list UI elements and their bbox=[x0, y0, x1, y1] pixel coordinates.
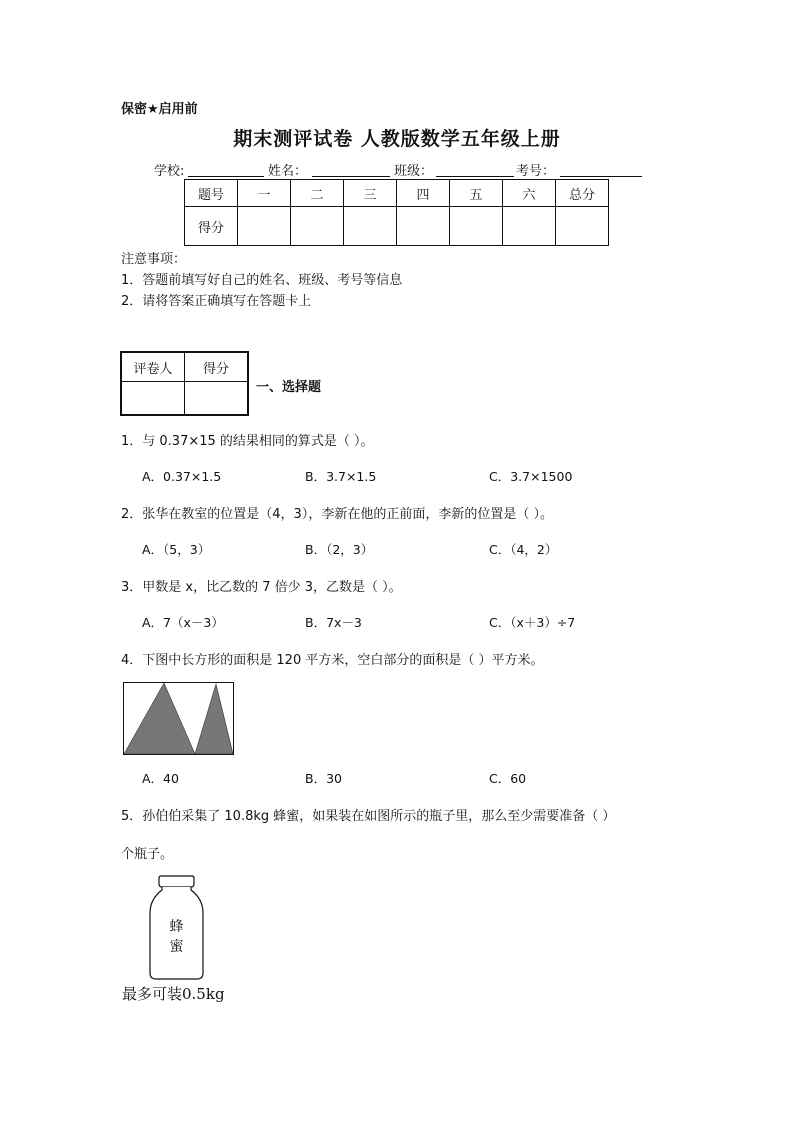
score-cell[interactable] bbox=[344, 207, 397, 246]
score-cell[interactable] bbox=[238, 207, 291, 246]
q1-option-b[interactable]: B．3.7×1.5 bbox=[305, 469, 377, 484]
honey-jar-icon bbox=[147, 873, 207, 983]
q3-option-a[interactable]: A．7（x－3） bbox=[142, 615, 224, 630]
grader-cell[interactable] bbox=[185, 382, 249, 416]
q3-option-b[interactable]: B．7x－3 bbox=[305, 615, 362, 630]
class-label: 班级： bbox=[394, 164, 434, 179]
score-cell[interactable] bbox=[291, 207, 344, 246]
notes bbox=[121, 249, 402, 312]
rectangle-triangles-figure bbox=[123, 682, 234, 756]
question-1: 1．与 0.37×15 的结果相同的算式是（ ）。 bbox=[121, 434, 374, 449]
class-field[interactable] bbox=[436, 176, 514, 177]
question-5: 5．孙伯伯采集了 10.8kg 蜂蜜，如果装在如图所示的瓶子里，那么至少需要准备（ ） bbox=[121, 809, 616, 824]
score-header-cell: 四 bbox=[397, 180, 450, 207]
q4-option-b[interactable]: B．30 bbox=[305, 771, 342, 786]
q4-option-c[interactable]: C．60 bbox=[489, 771, 527, 786]
score-header-cell: 三 bbox=[344, 180, 397, 207]
q2-option-c[interactable]: C．（4，2） bbox=[489, 542, 558, 557]
q3-option-c[interactable]: C．（x＋3）÷7 bbox=[489, 615, 576, 630]
grader-cell[interactable] bbox=[121, 382, 185, 416]
score-header-cell: 二 bbox=[291, 180, 344, 207]
q1-option-a[interactable]: A．0.37×1.5 bbox=[142, 469, 222, 484]
score-row-label: 得分 bbox=[185, 207, 238, 246]
score-table bbox=[184, 179, 609, 246]
score-header-cell: 总分 bbox=[556, 180, 609, 207]
q1-option-c[interactable]: C．3.7×1500 bbox=[489, 469, 573, 484]
confidential-label: 保密★启用前 bbox=[121, 102, 198, 117]
score-cell[interactable] bbox=[503, 207, 556, 246]
score-cell[interactable] bbox=[556, 207, 609, 246]
question-4: 4．下图中长方形的面积是 120 平方米，空白部分的面积是（ ）平方米。 bbox=[121, 653, 544, 668]
score-header-cell: 六 bbox=[503, 180, 556, 207]
notes-heading: 注意事项： bbox=[121, 252, 187, 267]
note-item: 2．请将答案正确填写在答题卡上 bbox=[121, 294, 312, 309]
score-header-cell: 题号 bbox=[185, 180, 238, 207]
grader-table bbox=[120, 351, 249, 416]
question-2: 2．张华在教室的位置是（4，3），李新在他的正前面，李新的位置是（ ）。 bbox=[121, 507, 553, 522]
q4-option-a[interactable]: A．40 bbox=[142, 771, 179, 786]
score-header-cell: 一 bbox=[238, 180, 291, 207]
school-label: 学校: bbox=[154, 164, 185, 179]
score-cell[interactable] bbox=[450, 207, 503, 246]
jar-label-char-2: 蜜 bbox=[169, 939, 184, 955]
grader-header-cell: 评卷人 bbox=[121, 352, 185, 382]
jar-capacity-label: 最多可装0.5kg bbox=[122, 985, 225, 1003]
exam-no-label: 考号： bbox=[516, 164, 556, 179]
school-field[interactable] bbox=[188, 176, 264, 177]
score-header-cell: 五 bbox=[450, 180, 503, 207]
name-field[interactable] bbox=[312, 176, 390, 177]
q2-option-b[interactable]: B．（2，3） bbox=[305, 542, 374, 557]
question-3: 3．甲数是 x，比乙数的 7 倍少 3，乙数是（ ）。 bbox=[121, 580, 402, 595]
question-5-line-2: 个瓶子。 bbox=[121, 847, 174, 862]
note-item: 1．答题前填写好自己的姓名、班级、考号等信息 bbox=[121, 273, 403, 288]
page-title: 期末测评试卷 人教版数学五年级上册 bbox=[233, 128, 561, 150]
score-cell[interactable] bbox=[397, 207, 450, 246]
exam-no-field[interactable] bbox=[560, 176, 642, 177]
jar-label-char-1: 蜂 bbox=[169, 919, 184, 935]
grader-header-cell: 得分 bbox=[185, 352, 249, 382]
q2-option-a[interactable]: A．（5，3） bbox=[142, 542, 211, 557]
name-label: 姓名： bbox=[268, 164, 308, 179]
section-title: 一、选择题 bbox=[256, 380, 322, 395]
